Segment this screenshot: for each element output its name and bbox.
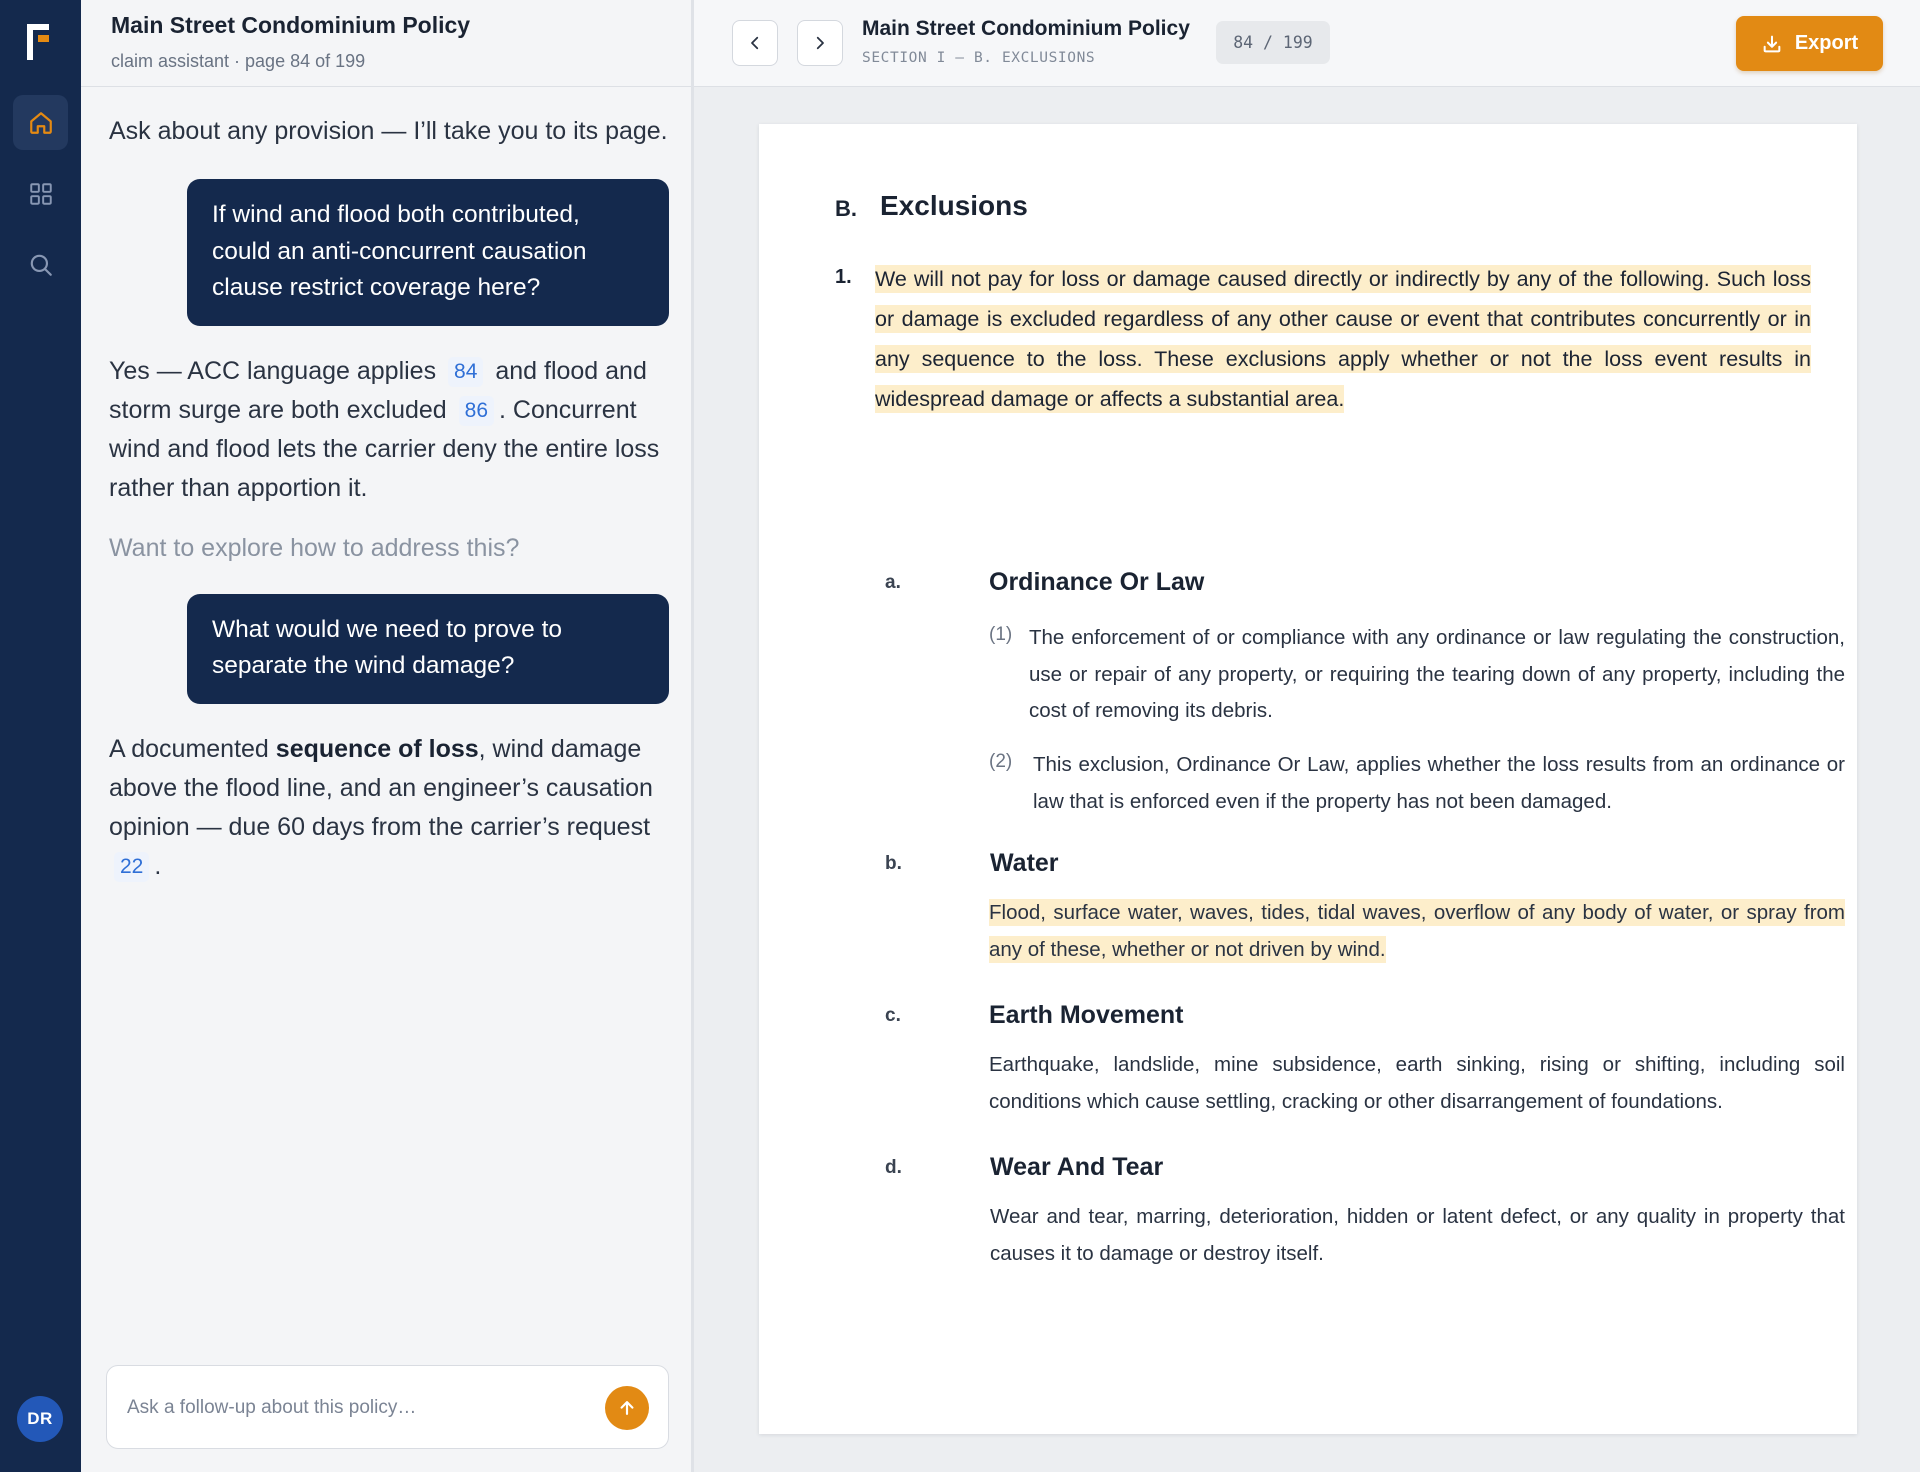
subclause-heading: Ordinance Or Law [989, 568, 1205, 596]
subclause-label: c. [885, 1005, 901, 1026]
follow-up-input[interactable] [127, 1386, 567, 1430]
chevron-left-icon [746, 34, 764, 52]
assistant-message [109, 352, 669, 508]
user-avatar[interactable]: DR [17, 1396, 63, 1442]
next-page-button[interactable] [797, 20, 843, 66]
page-citation-link[interactable]: 86 [459, 396, 494, 426]
assistant-intro-message: Ask about any provision — I’ll take you to its page. [109, 117, 668, 145]
subclause-heading: Earth Movement [989, 1001, 1184, 1029]
assistant-message [109, 730, 669, 886]
section-heading: Exclusions [880, 190, 1028, 221]
paragraph-text: This exclusion, Ordinance Or Law, applies whether the loss results from an ordinance or law that is enforced even if the property has not been damaged. [1033, 753, 1845, 813]
search-nav-button[interactable] [13, 237, 68, 292]
paragraph-text [989, 895, 1845, 968]
search-icon [28, 252, 54, 278]
app-logo[interactable] [27, 24, 53, 60]
user-message: What would we need to prove to separate the wind damage? [187, 594, 669, 704]
send-button[interactable] [605, 1386, 649, 1430]
previous-page-button[interactable] [732, 20, 778, 66]
document-page [759, 124, 1857, 1434]
message-text: . [154, 851, 162, 880]
document-title: Main Street Condominium Policy [862, 17, 1190, 40]
grid-icon [28, 181, 54, 207]
page-citation-link[interactable]: 22 [114, 852, 149, 882]
paragraph-text: The enforcement of or compliance with any ordinance or law regulating the construction, use or repair of any property, or requiring the tearing down of any property, including the cost of removing its debris. [1029, 626, 1845, 722]
home-icon [28, 110, 54, 136]
message-text: Yes — ACC language applies [109, 356, 437, 385]
subclause-heading: Water [990, 849, 1059, 877]
message-text: . Concurrent wind and flood lets the carrier deny the entire loss rather than apportion it. [109, 395, 660, 502]
suggestion-prompt[interactable]: Want to explore how to address this? [109, 533, 520, 562]
clause-number: 1. [835, 266, 852, 288]
paragraph-text: Earthquake, landslide, mine subsidence, earth sinking, rising or shifting, including soil conditions which cause settling, cracking or other disarrangement of foundations. [989, 1053, 1845, 1113]
home-nav-button[interactable] [13, 95, 68, 150]
message-list [109, 113, 669, 886]
highlighted-text: Flood, surface water, waves, tides, tidal waves, overflow of any body of water, or spray from any of these, whether or not driven by wind. [989, 901, 1845, 961]
chat-subtitle: claim assistant · page 84 of 199 [111, 51, 366, 71]
chat-header [81, 0, 691, 87]
grid-nav-button[interactable] [13, 166, 68, 221]
paragraph-number: (2) [989, 751, 1013, 772]
section-breadcrumb: SECTION I — B. EXCLUSIONS [862, 50, 1096, 66]
clause-text [875, 259, 1811, 419]
chat-title: Main Street Condominium Policy [111, 12, 471, 38]
subclause-label: d. [885, 1157, 902, 1178]
download-icon [1761, 33, 1783, 55]
arrow-up-icon [617, 1398, 637, 1418]
highlighted-text: We will not pay for loss or damage caused directly or indirectly by any of the following. Such loss or damage is excluded regardless of any other cause or event that contributes concurrently or in any sequence to the loss. These exclusions apply whether or not the loss event results in widespread damage or affects a substantial area. [875, 267, 1811, 411]
app-rail [0, 0, 81, 1472]
user-message: If wind and flood both contributed, could an anti-concurrent causation clause restrict coverage here? [187, 179, 669, 326]
page-indicator: 84 / 199 [1216, 21, 1330, 64]
chevron-right-icon [811, 34, 829, 52]
message-text: A documented [109, 734, 269, 763]
document-viewer [694, 0, 1920, 1472]
page-citation-link[interactable]: 84 [448, 357, 483, 387]
message-text: , wind damage above the flood line, and an engineer’s causation opinion — due 60 days from the carrier’s request [109, 734, 653, 841]
export-button[interactable] [1736, 16, 1883, 71]
message-emphasis: sequence of loss [275, 734, 479, 763]
subclause-label: a. [885, 572, 901, 593]
paragraph-text: Wear and tear, marring, deterioration, hidden or latent defect, or any quality in property that causes it to damage or destroy itself. [990, 1205, 1845, 1265]
subclause-heading: Wear And Tear [990, 1153, 1164, 1181]
subclause-label: b. [885, 853, 902, 874]
chat-composer [106, 1365, 669, 1449]
viewer-toolbar [694, 0, 1920, 87]
export-label: Export [1794, 32, 1859, 54]
section-letter: B. [835, 196, 857, 221]
paragraph-number: (1) [989, 624, 1013, 645]
message-text: and flood and storm surge are both excluded [109, 356, 647, 424]
chat-panel [81, 0, 694, 1472]
